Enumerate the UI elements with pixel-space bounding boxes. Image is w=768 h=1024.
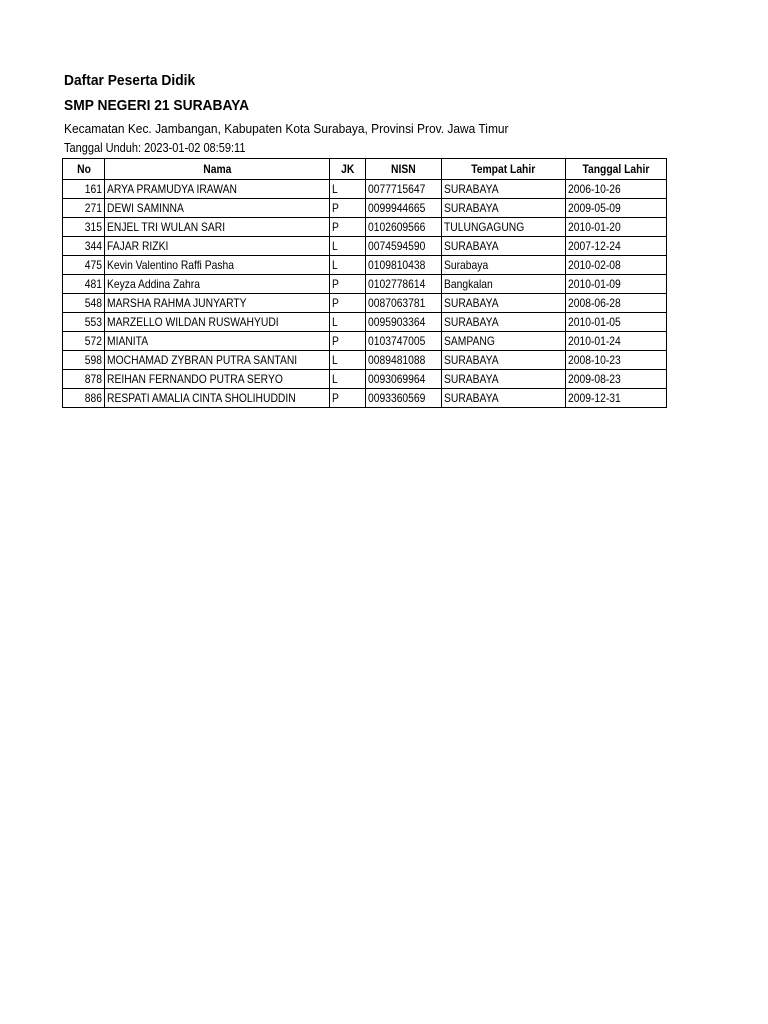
cell-jk xyxy=(330,351,366,370)
cell-no-text: 161 xyxy=(84,182,102,196)
cell-no xyxy=(63,199,105,218)
cell-no-text: 553 xyxy=(84,315,102,329)
cell-no-text: 572 xyxy=(84,334,102,348)
school-name: SMP NEGERI 21 SURABAYA xyxy=(64,97,250,114)
cell-nisn xyxy=(366,218,442,237)
header-no xyxy=(63,159,105,180)
cell-jk xyxy=(330,294,366,313)
cell-jk-text: L xyxy=(332,258,338,272)
cell-tanggal-lahir-text: 2010-02-08 xyxy=(568,258,621,272)
cell-jk-text: L xyxy=(332,182,338,196)
cell-nisn-text: 0087063781 xyxy=(368,296,426,310)
cell-nama-text: MARSHA RAHMA JUNYARTY xyxy=(107,296,247,310)
cell-tempat-lahir-text: SAMPANG xyxy=(444,334,495,348)
table-row xyxy=(63,351,667,370)
cell-tanggal-lahir xyxy=(566,389,667,408)
cell-jk-text: P xyxy=(332,277,339,291)
cell-jk-text: P xyxy=(332,220,339,234)
cell-no-text: 344 xyxy=(84,239,102,253)
cell-jk xyxy=(330,370,366,389)
cell-tanggal-lahir-text: 2010-01-20 xyxy=(568,220,621,234)
cell-jk-text: L xyxy=(332,239,338,253)
cell-tanggal-lahir xyxy=(566,199,667,218)
cell-jk-text: L xyxy=(332,315,338,329)
cell-jk xyxy=(330,256,366,275)
cell-tanggal-lahir xyxy=(566,237,667,256)
cell-tempat-lahir-text: SURABAYA xyxy=(444,296,499,310)
table-body xyxy=(63,180,667,408)
cell-nisn-text: 0077715647 xyxy=(368,182,426,196)
cell-tanggal-lahir xyxy=(566,370,667,389)
cell-no xyxy=(63,313,105,332)
cell-jk-text: P xyxy=(332,334,339,348)
cell-jk-text: L xyxy=(332,353,338,367)
cell-nisn-text: 0102778614 xyxy=(368,277,426,291)
cell-tanggal-lahir-text: 2006-10-26 xyxy=(568,182,621,196)
cell-nama xyxy=(105,370,330,389)
cell-jk xyxy=(330,218,366,237)
cell-no-text: 878 xyxy=(84,372,102,386)
header-nisn xyxy=(366,159,442,180)
cell-nisn xyxy=(366,332,442,351)
cell-tanggal-lahir xyxy=(566,218,667,237)
cell-no xyxy=(63,180,105,199)
cell-nama xyxy=(105,180,330,199)
cell-tanggal-lahir xyxy=(566,180,667,199)
table-row xyxy=(63,294,667,313)
cell-no-text: 548 xyxy=(84,296,102,310)
cell-tanggal-lahir xyxy=(566,313,667,332)
cell-nama xyxy=(105,332,330,351)
table-row xyxy=(63,237,667,256)
cell-nama-text: MARZELLO WILDAN RUSWAHYUDI xyxy=(107,315,279,329)
table-row xyxy=(63,218,667,237)
cell-tempat-lahir xyxy=(442,275,566,294)
cell-no-text: 475 xyxy=(84,258,102,272)
header-nisn-label: NISN xyxy=(391,162,416,176)
table-header-row xyxy=(63,159,667,180)
cell-tempat-lahir-text: Bangkalan xyxy=(444,277,493,291)
cell-jk xyxy=(330,332,366,351)
table-row xyxy=(63,180,667,199)
cell-nama xyxy=(105,294,330,313)
download-date: Tanggal Unduh: 2023-01-02 08:59:11 xyxy=(64,141,246,155)
cell-nisn xyxy=(366,199,442,218)
cell-jk xyxy=(330,199,366,218)
cell-no-text: 481 xyxy=(84,277,102,291)
cell-jk-text: P xyxy=(332,391,339,405)
cell-tempat-lahir xyxy=(442,294,566,313)
table-row xyxy=(63,332,667,351)
cell-nisn xyxy=(366,256,442,275)
cell-nisn-text: 0103747005 xyxy=(368,334,426,348)
cell-nisn xyxy=(366,351,442,370)
cell-no xyxy=(63,256,105,275)
cell-tanggal-lahir-text: 2007-12-24 xyxy=(568,239,621,253)
cell-nama-text: ARYA PRAMUDYA IRAWAN xyxy=(107,182,237,196)
cell-no-text: 315 xyxy=(84,220,102,234)
cell-jk-text: P xyxy=(332,201,339,215)
cell-nisn-text: 0093069964 xyxy=(368,372,426,386)
cell-tempat-lahir-text: SURABAYA xyxy=(444,353,499,367)
cell-nisn xyxy=(366,180,442,199)
cell-nama xyxy=(105,275,330,294)
cell-tempat-lahir xyxy=(442,180,566,199)
cell-nama xyxy=(105,389,330,408)
cell-tempat-lahir-text: SURABAYA xyxy=(444,315,499,329)
table-row xyxy=(63,313,667,332)
cell-nama-text: MIANITA xyxy=(107,334,149,348)
cell-nisn-text: 0102609566 xyxy=(368,220,426,234)
cell-tempat-lahir xyxy=(442,332,566,351)
header-tanggal-lahir xyxy=(566,159,667,180)
header-tempat-lahir-label: Tempat Lahir xyxy=(471,162,536,176)
header-jk xyxy=(330,159,366,180)
document-title: Daftar Peserta Didik xyxy=(64,72,196,89)
cell-nisn xyxy=(366,275,442,294)
cell-tanggal-lahir-text: 2009-12-31 xyxy=(568,391,621,405)
cell-nama-text: FAJAR RIZKI xyxy=(107,239,169,253)
table-row xyxy=(63,370,667,389)
cell-nisn-text: 0109810438 xyxy=(368,258,426,272)
cell-nisn xyxy=(366,389,442,408)
cell-tempat-lahir xyxy=(442,351,566,370)
cell-nama xyxy=(105,256,330,275)
cell-nama-text: MOCHAMAD ZYBRAN PUTRA SANTANI xyxy=(107,353,298,367)
cell-tempat-lahir xyxy=(442,218,566,237)
cell-tempat-lahir xyxy=(442,199,566,218)
cell-nisn xyxy=(366,313,442,332)
cell-tempat-lahir-text: SURABAYA xyxy=(444,239,499,253)
cell-tempat-lahir xyxy=(442,237,566,256)
cell-nisn-text: 0095903364 xyxy=(368,315,426,329)
cell-tanggal-lahir-text: 2009-05-09 xyxy=(568,201,621,215)
cell-jk xyxy=(330,389,366,408)
cell-tanggal-lahir-text: 2009-08-23 xyxy=(568,372,621,386)
cell-no-text: 271 xyxy=(84,201,102,215)
cell-jk xyxy=(330,313,366,332)
cell-no xyxy=(63,294,105,313)
cell-tanggal-lahir xyxy=(566,294,667,313)
header-nama-label: Nama xyxy=(202,162,232,176)
cell-no xyxy=(63,389,105,408)
cell-nama xyxy=(105,237,330,256)
cell-tanggal-lahir-text: 2008-10-23 xyxy=(568,353,621,367)
cell-tempat-lahir-text: SURABAYA xyxy=(444,372,499,386)
header-tempat-lahir xyxy=(442,159,566,180)
cell-no xyxy=(63,275,105,294)
cell-tanggal-lahir xyxy=(566,256,667,275)
cell-nama xyxy=(105,199,330,218)
table-row xyxy=(63,256,667,275)
cell-tanggal-lahir xyxy=(566,332,667,351)
cell-tempat-lahir-text: SURABAYA xyxy=(444,391,499,405)
location-line: Kecamatan Kec. Jambangan, Kabupaten Kota Surabaya, Provinsi Prov. Jawa Timur xyxy=(64,121,509,136)
cell-tanggal-lahir-text: 2010-01-05 xyxy=(568,315,621,329)
cell-tanggal-lahir xyxy=(566,351,667,370)
cell-jk xyxy=(330,275,366,294)
student-table xyxy=(62,158,667,408)
cell-tanggal-lahir xyxy=(566,275,667,294)
cell-no xyxy=(63,237,105,256)
cell-nisn-text: 0099944665 xyxy=(368,201,426,215)
header-no-label: No xyxy=(76,162,91,176)
cell-nisn xyxy=(366,294,442,313)
cell-jk-text: L xyxy=(332,372,338,386)
cell-tempat-lahir-text: SURABAYA xyxy=(444,201,499,215)
cell-nisn-text: 0093360569 xyxy=(368,391,426,405)
cell-no xyxy=(63,351,105,370)
cell-nama-text: REIHAN FERNANDO PUTRA SERYO xyxy=(107,372,283,386)
cell-nama xyxy=(105,218,330,237)
cell-nisn xyxy=(366,370,442,389)
cell-jk xyxy=(330,237,366,256)
cell-no-text: 598 xyxy=(84,353,102,367)
header-tanggal-lahir-label: Tanggal Lahir xyxy=(582,162,650,176)
header-jk-label: JK xyxy=(340,162,355,176)
cell-tempat-lahir-text: SURABAYA xyxy=(444,182,499,196)
cell-nama-text: DEWI SAMINNA xyxy=(107,201,184,215)
table-row xyxy=(63,275,667,294)
table-row xyxy=(63,199,667,218)
cell-tempat-lahir xyxy=(442,370,566,389)
cell-jk-text: P xyxy=(332,296,339,310)
cell-tempat-lahir xyxy=(442,389,566,408)
cell-nisn xyxy=(366,237,442,256)
cell-nama-text: Keyza Addina Zahra xyxy=(107,277,200,291)
cell-nisn-text: 0074594590 xyxy=(368,239,426,253)
cell-nama-text: ENJEL TRI WULAN SARI xyxy=(107,220,226,234)
cell-tanggal-lahir-text: 2010-01-24 xyxy=(568,334,621,348)
table-row xyxy=(63,389,667,408)
cell-tempat-lahir-text: Surabaya xyxy=(444,258,489,272)
cell-no xyxy=(63,218,105,237)
cell-jk xyxy=(330,180,366,199)
cell-tempat-lahir xyxy=(442,313,566,332)
cell-nama-text: RESPATI AMALIA CINTA SHOLIHUDDIN xyxy=(107,391,296,405)
cell-nama xyxy=(105,351,330,370)
header-nama xyxy=(105,159,330,180)
cell-no-text: 886 xyxy=(84,391,102,405)
cell-tempat-lahir-text: TULUNGAGUNG xyxy=(444,220,525,234)
cell-nama xyxy=(105,313,330,332)
cell-nisn-text: 0089481088 xyxy=(368,353,426,367)
cell-tempat-lahir xyxy=(442,256,566,275)
cell-tanggal-lahir-text: 2008-06-28 xyxy=(568,296,621,310)
cell-nama-text: Kevin Valentino Raffi Pasha xyxy=(107,258,234,272)
cell-no xyxy=(63,370,105,389)
cell-tanggal-lahir-text: 2010-01-09 xyxy=(568,277,621,291)
cell-no xyxy=(63,332,105,351)
